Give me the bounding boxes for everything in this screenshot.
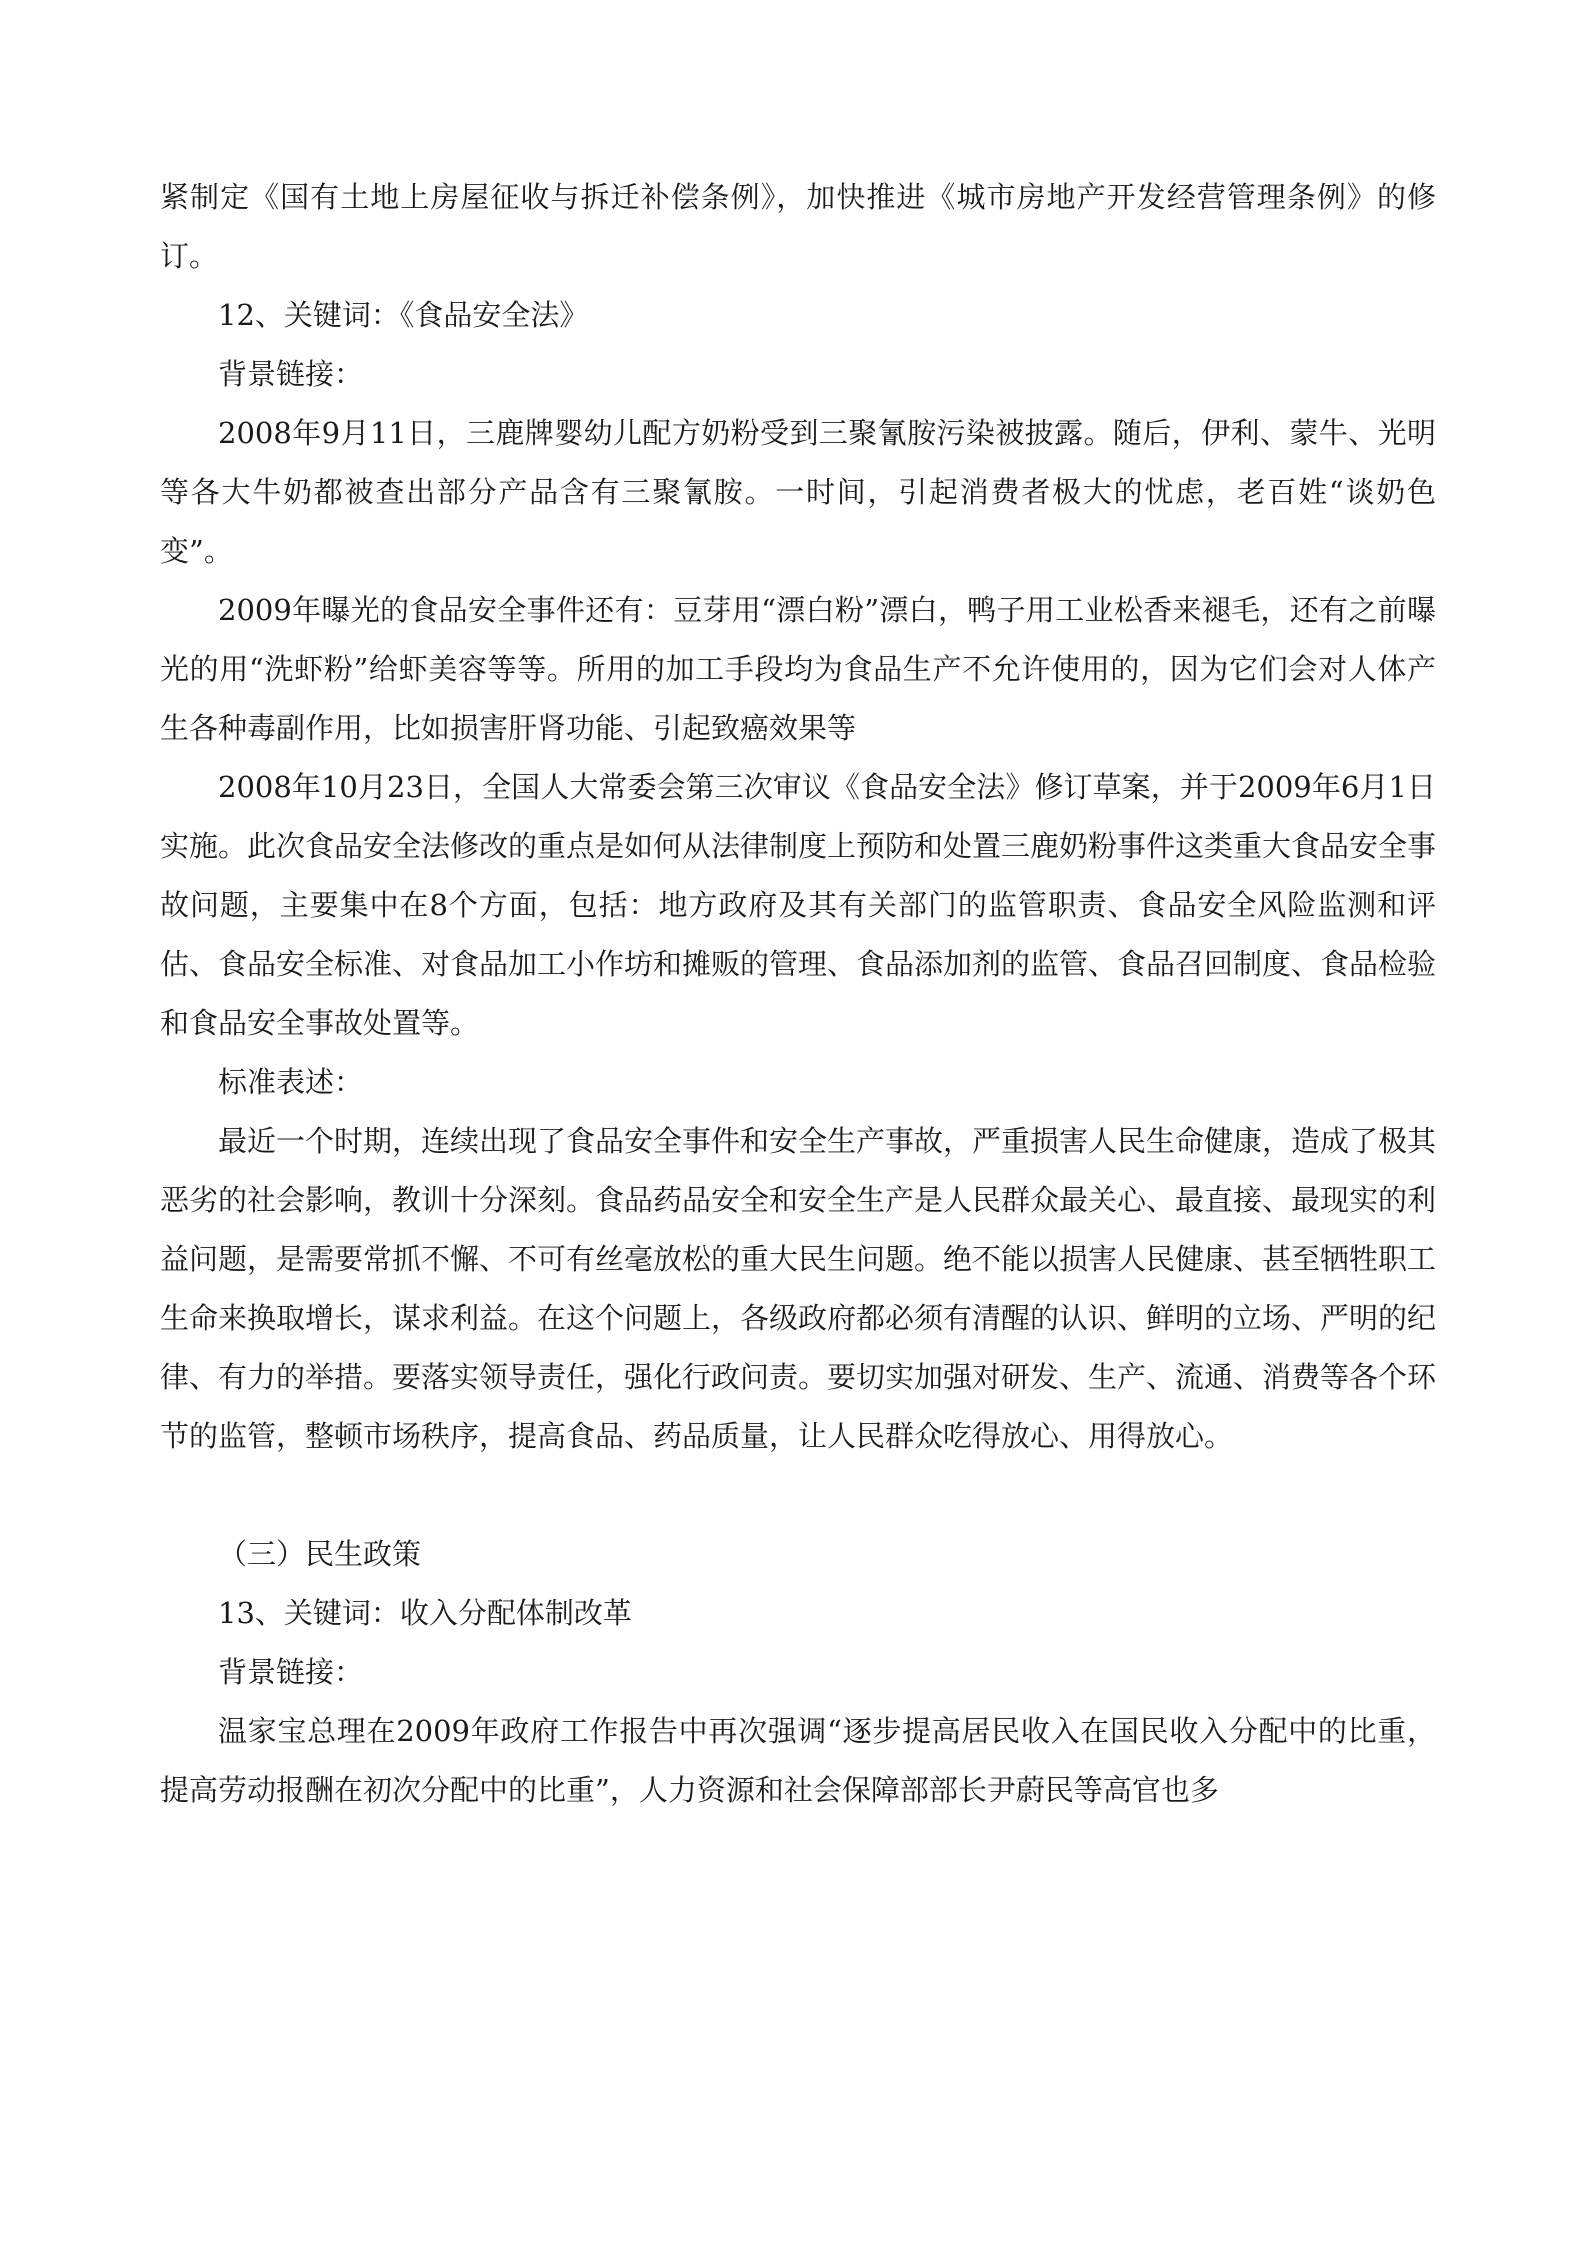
paragraph-standard-statement: 最近一个时期，连续出现了食品安全事件和安全生产事故，严重损害人民生命健康，造成了极其恶劣的社会影响，教训十分深刻。食品药品安全和安全生产是人民群众最关心、最直接、最现实的利益问题，是需要常抓不懈、不可有丝毫放松的重大民生问题。绝不能以损害人民健康、甚至牺牲职工生命来换取增长，谋求利益。在这个问题上，各级政府都必须有清醒的认识、鲜明的立场、严明的纪律、有力的举措。要落实领导责任，强化行政问责。要切实加强对研发、生产、流通、消费等各个环节的监管，整顿市场秩序，提高食品、药品质量，让人民群众吃得放心、用得放心。 — [160, 1124, 1437, 1453]
paragraph-food-incidents-2009: 2009年曝光的食品安全事件还有：豆芽用“漂白粉”漂白，鸭子用工业松香来褪毛，还有之前曝光的用“洗虾粉”给虾美容等等。所用的加工手段均为食品生产不允许使用的，因为它们会对人体产生各种毒副作用，比如损害肝肾功能、引起致癌效果等 — [160, 593, 1436, 745]
section-heading-livelihood-policy: （三）民生政策 — [218, 1537, 422, 1571]
document-page — [160, 168, 1436, 1820]
keyword-heading-12: 12、关键词：《食品安全法》 — [218, 298, 589, 332]
background-link-label: 背景链接： — [218, 357, 364, 391]
paragraph-income-distribution: 温家宝总理在2009年政府工作报告中再次强调“逐步提高居民收入在国民收入分配中的比重，提高劳动报酬在初次分配中的比重”，人力资源和社会保障部部长尹蔚民等高官也多 — [160, 1714, 1436, 1807]
paragraph-melamine: 2008年9月11日，三鹿牌婴幼儿配方奶粉受到三聚氰胺污染被披露。随后，伊利、蒙牛、光明等各大牛奶都被查出部分产品含有三聚氰胺。一时间，引起消费者极大的忧虑，老百姓“谈奶色变”。 — [160, 416, 1436, 568]
section-gap — [160, 1466, 1436, 1525]
paragraph-continuation: 紧制定《国有土地上房屋征收与拆迁补偿条例》，加快推进《城市房地产开发经营管理条例》的修订。 — [160, 180, 1436, 273]
standard-statement-label: 标准表述： — [218, 1065, 364, 1099]
paragraph-food-safety-law: 2008年10月23日，全国人大常委会第三次审议《食品安全法》修订草案，并于2009年6月1日实施。此次食品安全法修改的重点是如何从法律制度上预防和处置三鹿奶粉事件这类重大食品安全事故问题，主要集中在8个方面，包括：地方政府及其有关部门的监管职责、食品安全风险监测和评估、食品安全标准、对食品加工小作坊和摊贩的管理、食品添加剂的监管、食品召回制度、食品检验和食品安全事故处置等。 — [160, 770, 1437, 1040]
background-link-label-2: 背景链接： — [218, 1655, 364, 1689]
keyword-heading-13: 13、关键词：收入分配体制改革 — [218, 1596, 632, 1630]
